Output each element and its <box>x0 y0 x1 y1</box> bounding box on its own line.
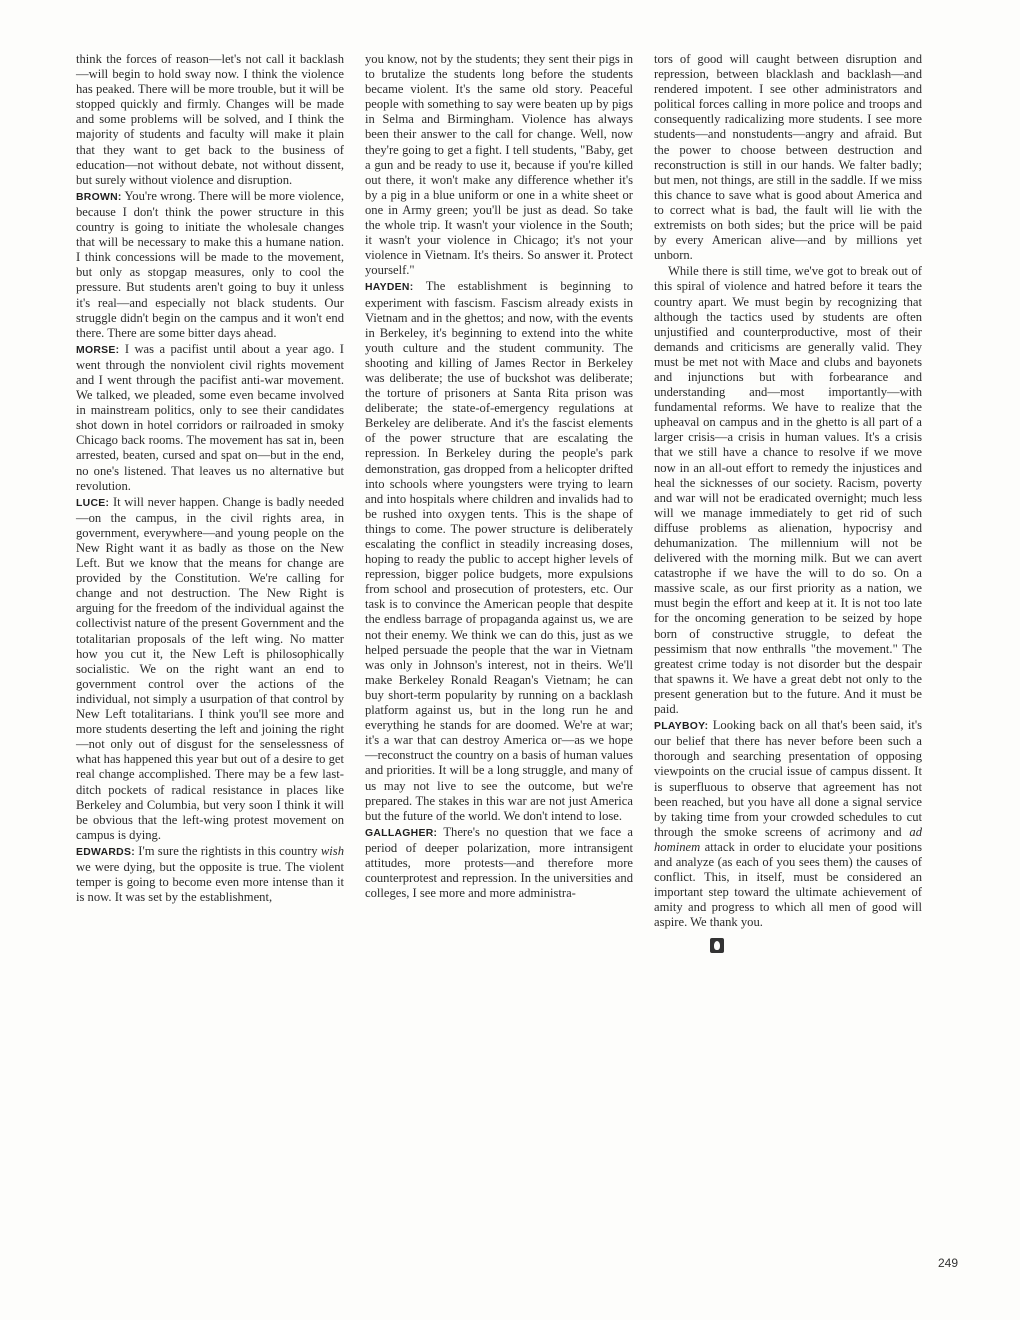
paragraph-edwards <box>76 844 344 905</box>
paragraph-playboy <box>654 718 922 930</box>
paragraph-text: You're wrong. There will be more violence, because I don't think the power structure in this country is going to initiate the wholesale changes that will be necessary to make this a humane nation. I think concessions will be made to the movement, but only as stopgap measures, only to cool the pressure. But students aren't going to buy it unless it's real—and especially not black students. Our struggle didn't begin on the campus and it won't end there. There are some bitter days ahead. <box>76 188 344 340</box>
emphasis: wish <box>320 843 344 858</box>
paragraph-luce <box>76 495 344 843</box>
text-column-3 <box>654 52 922 955</box>
speaker-label-edwards: EDWARDS: <box>76 846 135 858</box>
paragraph: tors of good will caught between disruption and repression, between blacklash and backlash—and rendered impotent. I see other administrators and political forces calling in more police and troops and consequently radicalizing more students. I see more students—and nonstudents—angry and afraid. But the power to choose between destruction and reconstruction is still in our hands. We falter badly; but men, not things, are still in the saddle. If we miss this chance to save what is good about America and to correct what is bad, the fault will lie with the extremists on both sides; but the price will be paid by every American alive—and by millions yet unborn. <box>654 52 922 263</box>
text-column-2 <box>365 52 633 901</box>
paragraph-gallagher <box>365 825 633 901</box>
paragraph-text: I'm sure the rightists in this country <box>138 843 321 858</box>
paragraph-text: I was a pacifist until about a year ago. I went through the nonviolent civil rights movement and I went through the pacifist anti-war movement. We talked, we pleaded, some even became involved in mainstream politics, only to see their candidates shot down in hotel corridors or railroaded in smoky Chicago back rooms. The movement has sat in, been arrested, beaten, cursed and spat on—but in the end, no one's listened. That leaves us no alternative but revolution. <box>76 341 344 493</box>
paragraph: you know, not by the students; they sent their pigs in to brutalize the students long before the students became violent. It's the same old story. Peaceful people with something to say were beaten up by pigs in Selma and Birmingham. Violence has always been their answer to the call for change. Well, now they're going to get a fight. I tell students, "Baby, get a gun and be ready to use it, because if you're killed out there, it won't make any difference whether it's by a pig in a blue uniform or one in a white sheet or one in Army green; you'll be just as dead. So take the whole trip. It wasn't your violence in the South; it wasn't your violence in Chicago; it's not your violence in Vietnam. It's theirs. So answer it. Protect yourself." <box>365 52 633 278</box>
text-column-1 <box>76 52 344 905</box>
emphasis: ad hominem <box>654 824 922 854</box>
paragraph-morse <box>76 342 344 494</box>
speaker-label-gallagher: GALLAGHER: <box>365 827 438 839</box>
speaker-label-playboy: PLAYBOY: <box>654 721 709 733</box>
paragraph-text: Looking back on all that's been said, it's our belief that there has never before been such a thorough and searching presentation of opposing viewpoints on the crucial issue of campus dissent. It is superfluous to observe that agreement has not been reached, but you have all done a signal service by taking time from your crowded schedules to cut through the smoke screens of acrimony and <box>654 718 922 839</box>
speaker-label-brown: BROWN: <box>76 191 122 203</box>
speaker-label-hayden: HAYDEN: <box>365 282 414 294</box>
paragraph: While there is still time, we've got to break out of this spiral of violence and hatred before it tears the country apart. We must begin by recognizing that although the tactics used by students are often unjustified and counterproductive, most of their demands and criticisms are generally valid. They must be met not with Mace and clubs and bayonets and injunctions but with forbearance and understanding and—most importantly—with fundamental reforms. We have to realize that the upheaval on campus and in the ghetto is all part of a larger crisis—a crisis in human values. It's a crisis that we still have a chance to resolve if we move now in an all-out effort to remedy the injustices and heal the sicknesses of our society. Racism, poverty and war will not be eradicated overnight; much less will we manage immediately to get rid of such diffuse problems as alienation, hypocrisy and dehumanization. The millennium will not be delivered with the morning milk. But we can avert catastrophe if we have the will to do so. On a massive scale, as our first priority as a nation, we must begin the effort and keep at it. It is not too late for the oncoming generation to be seized by hope born of constructive struggle, to defeat the pessimism that now enthralls "the movement." The greatest crime today is not disorder but the despair that spawns it. We have a great debt not only to the present generation but to the future. And it must be paid. <box>654 264 922 717</box>
speaker-label-morse: MORSE: <box>76 344 120 356</box>
rabbit-head-end-icon <box>710 938 724 953</box>
end-mark-row <box>654 938 922 954</box>
paragraph: think the forces of reason—let's not call it backlash—will begin to hold sway now. I think the violence has peaked. There will be more trouble, but it will be stopped quickly and firmly. Changes will be made and some problems will be solved, and I think the majority of students and faculty will make it plain that they want to get back to the business of education—not without debate, not without dissent, but surely without violence and disruption. <box>76 52 344 187</box>
paragraph-text: There's no question that we face a period of deeper polarization, more intransigent attitudes, more protests—and therefore more counterprotest and repression. In the universities and colleges, I see more and more administra- <box>365 824 633 901</box>
paragraph-text: The establishment is beginning to experiment with fascism. Fascism already exists in Vietnam and in the ghettos; and now, with the events in Berkeley, it's beginning to extend into the white youth culture and the student community. The shooting and killing of James Rector in Berkeley was deliberate; the use of buckshot was deliberate; the torture of prisoners at Santa Rita prison was deliberate; the state-of-emergency regulations at Berkeley are deliberate. And it's the fascist elements of the power structure that are escalating the repression. In Berkeley during the people's park demonstration, gas dropped from a helicopter drifted into schools where youngsters were trying to learn and into hospitals where children and invalids had to be rushed into oxygen tents. This is the shape of things to come. The power structure is deliberately escalating the conflict in steadily increasing doses, hoping to ready the public to accept higher levels of repression, bigger police budgets, more expulsions from school and prosecution of protesters, etc. Our task is to convince the American people that despite the endless barrage of propaganda against us, we are not their enemy. We think we can do this, just as we helped persuade the people that the war in Vietnam was only in Johnson's interest, not in theirs. We'll make Berkeley Ronald Reagan's Vietnam; he can buy short-term popularity by running on a backlash platform against us, but in the long run he and everything he stands for are doomed. We're at war; it's a war that can destroy America or—as we hope—reconstruct the country on a basis of human values and priorities. It will be a long struggle, and many of us may not live to see the outcome, but we're prepared. The stakes in this war are not just America but the future of the world. We don't intend to lose. <box>365 279 634 823</box>
paragraph-brown <box>76 189 344 341</box>
paragraph-hayden <box>365 279 633 823</box>
paragraph-text: It will never happen. Change is badly needed—on the campus, in the civil rights area, in government, everywhere—and young people on the New Right want it as badly as those on the New Left. But we know that the means for change are provided by the Constitution. We're calling for change and not destruction. The New Right is arguing for the freedom of the individual against the collectivist nature of the present Government and the totalitarian proposals of the left wing. No matter how you cut it, the New Left is philosophically socialistic. We on the right want an end to government control over the actions of the individual, not simply a usurpation of that control by New Left totalitarians. I think you'll see more and more students deserting the left and joining the right—not only out of disgust for the senselessness of what has happened this year but out of a desire to get real change accomplished. There may be a few last-ditch pockets of radical resistance in places like Berkeley and Columbia, but very soon I think it will be obvious that the left-wing protest movement on campus is dying. <box>76 494 344 842</box>
page-number: 249 <box>938 1256 959 1270</box>
paragraph-text: we were dying, but the opposite is true. The violent temper is going to become even more intense than it is now. It was set by the establishment, <box>76 859 344 905</box>
paragraph-text: attack in order to elucidate your positions and analyze (as each of you sees them) the causes of conflict. This, in itself, must be considered an important step toward the ultimate achievement of amity and progress to which all men of good will aspire. We thank you. <box>654 839 922 930</box>
speaker-label-luce: LUCE: <box>76 497 110 509</box>
